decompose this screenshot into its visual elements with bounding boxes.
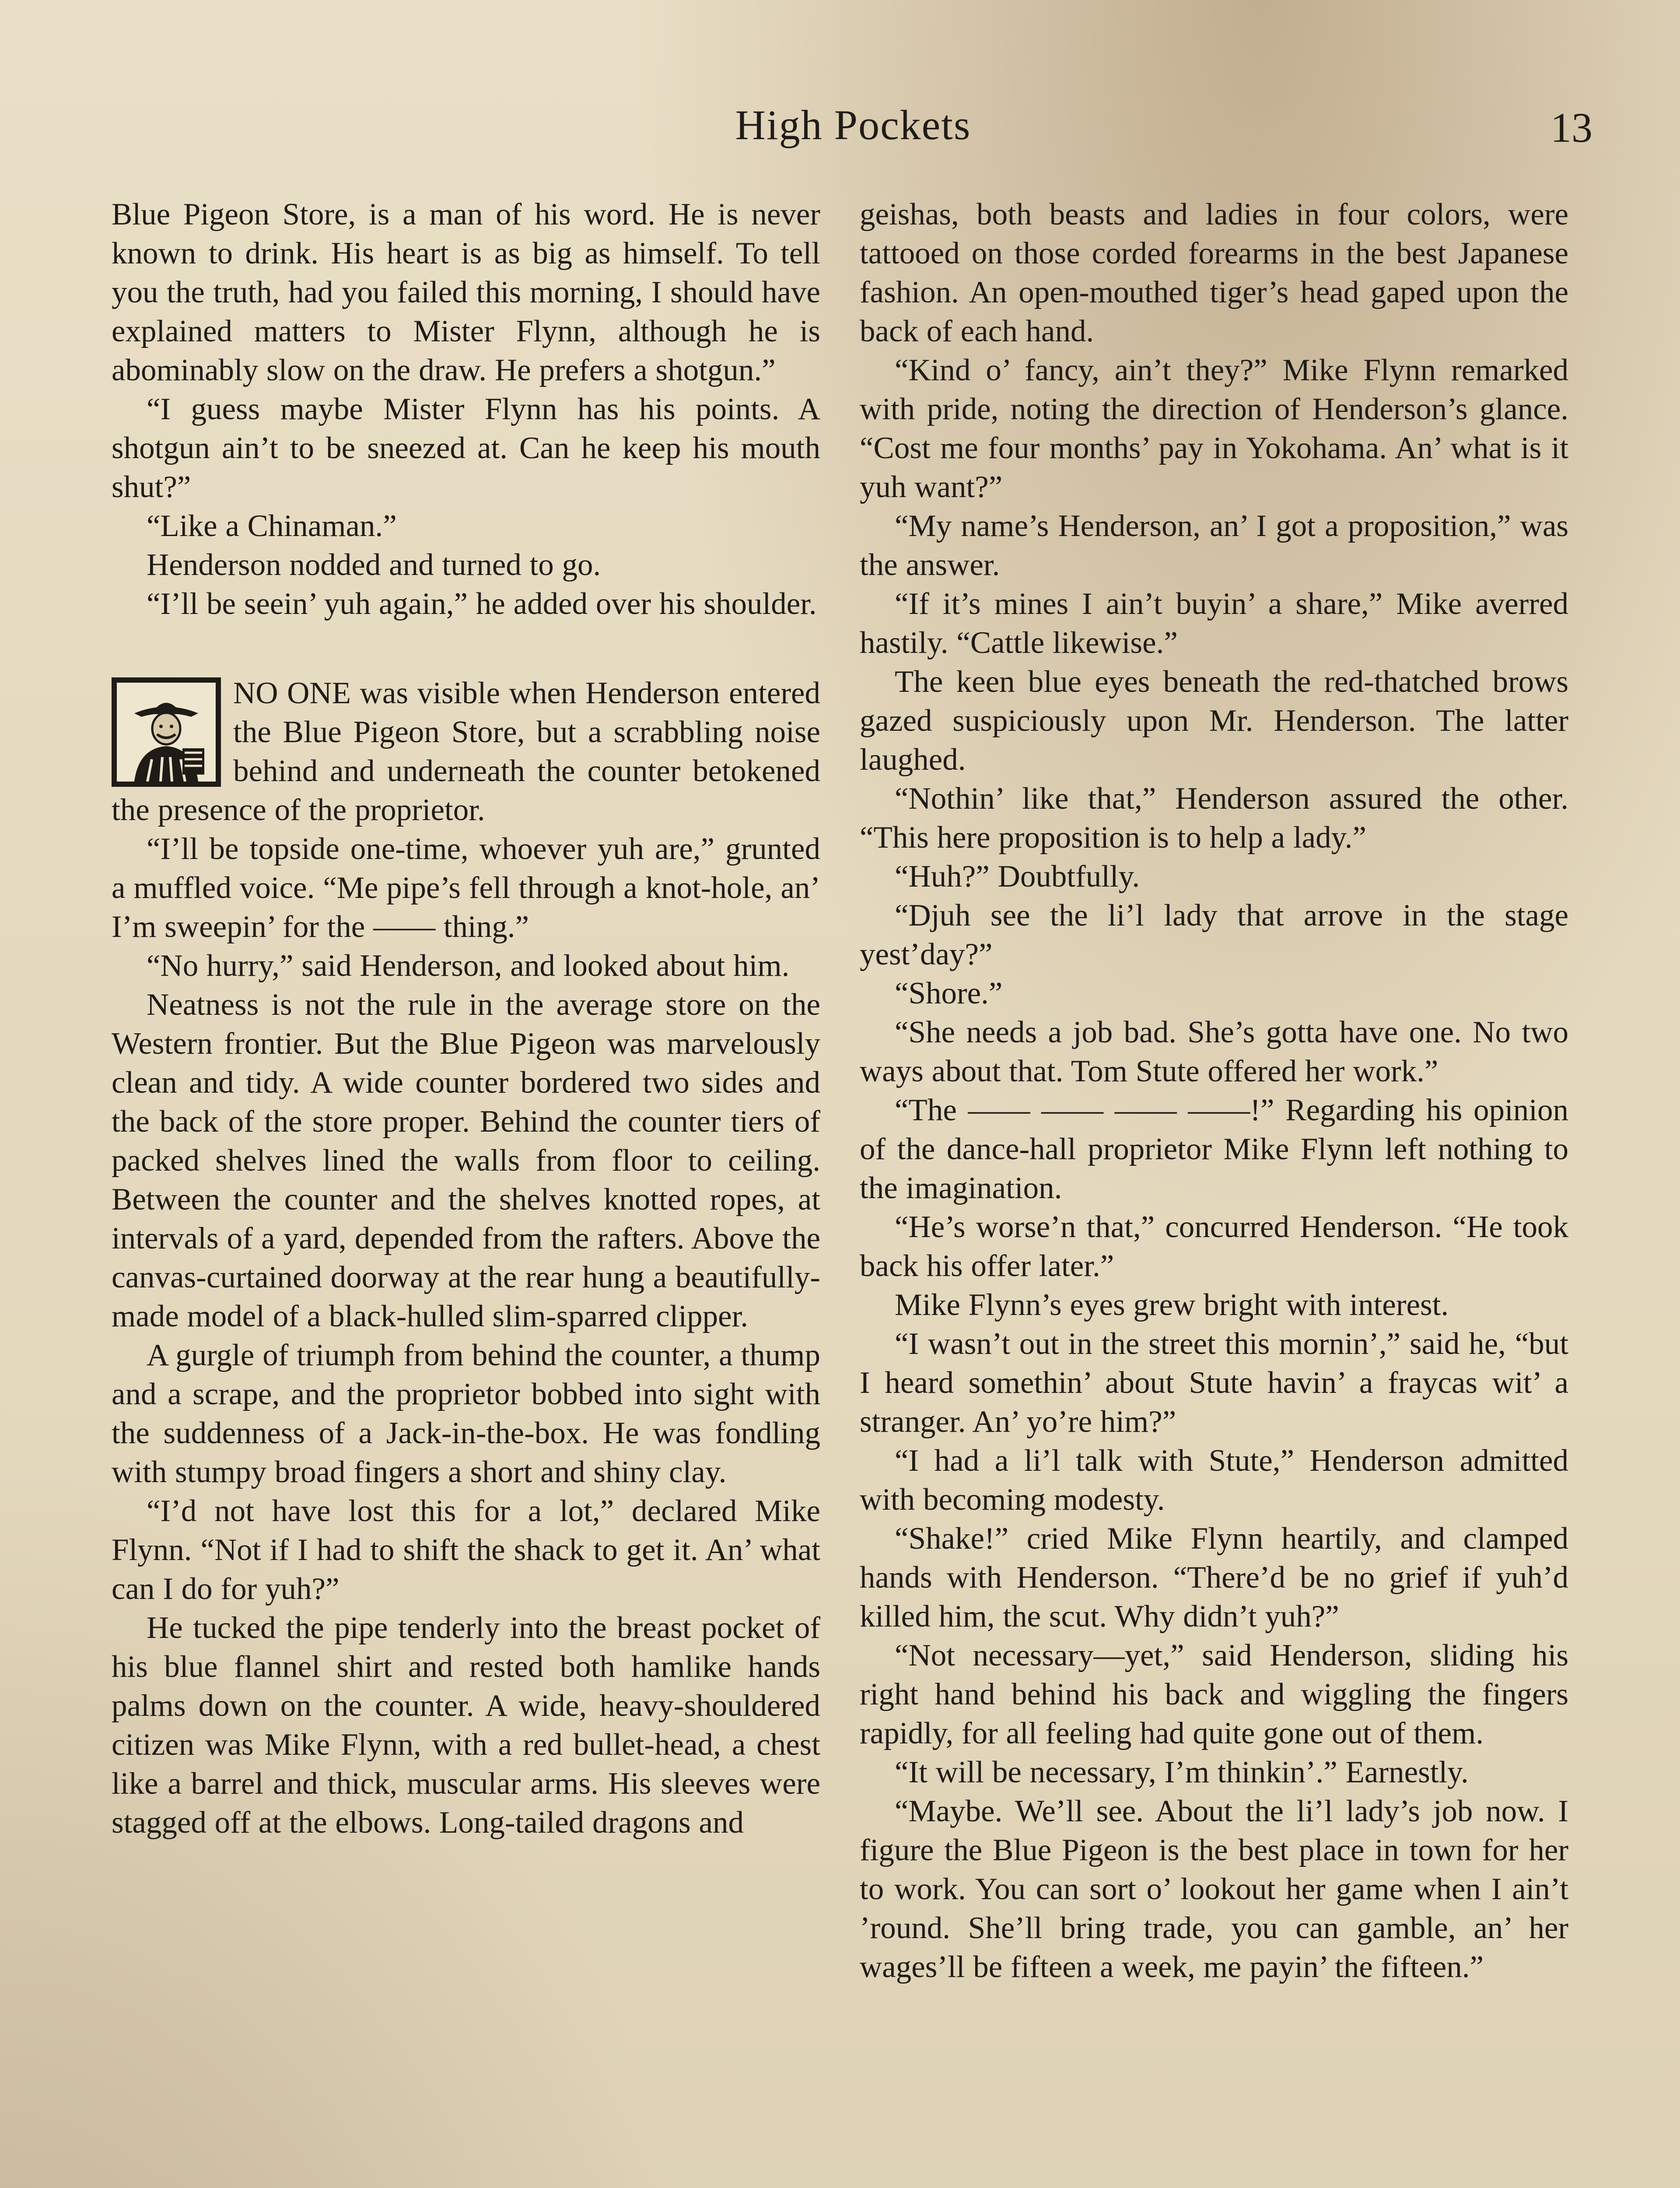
paragraph: “Shake!” cried Mike Flynn heartily, and clamped hands with Henderson. “There’d be no grief if yuh’d killed him, the scut. Why didn’t yuh?” bbox=[860, 1522, 1568, 1634]
paragraph: A gurgle of triumph from behind the counter, a thump and a scrape, and the proprietor bobbed into sight with the suddenness of a Jack-in-the-box. He was fondling with stumpy broad fingers a short and shiny clay. bbox=[112, 1338, 820, 1489]
paragraph: “Huh?” Doubtfully. bbox=[895, 859, 1140, 894]
running-title: High Pockets bbox=[735, 102, 971, 148]
paragraph: He tucked the pipe tenderly into the breast pocket of his blue flannel shirt and rested both hamlike hands palms down on the counter. A wide, heavy-shouldered citizen was Mike Flynn, with a red bullet-head, a chest like a barrel and thick, muscular arms. His sleeves were stagged off at the elbows. Long-tailed dragons and bbox=[112, 1611, 820, 1840]
paragraph: “My name’s Henderson, an’ I got a proposition,” was the answer. bbox=[860, 509, 1568, 582]
paragraph: “The —— —— —— ——!” Regarding his opinion of the dance-hall proprietor Mike Flynn left nothing to the imagination. bbox=[860, 1093, 1568, 1205]
paragraph: “I wasn’t out in the street this mornin’,” said he, “but I heard somethin’ about Stute havin’ a fraycas wit’ a stranger. An’ yo’re him?” bbox=[860, 1327, 1568, 1439]
paragraph: “Maybe. We’ll see. About the li’l lady’s job now. I figure the Blue Pigeon is the best place in town for her to work. You can sort o’ lookout her game when I ain’t ’round. She’ll bring trade, you can gamble, an’ her wages’ll be fifteen a week, me payin’ the fifteen.” bbox=[860, 1794, 1568, 1984]
paragraph: Henderson nodded and turned to go. bbox=[147, 548, 601, 582]
paragraph: “If it’s mines I ain’t buyin’ a share,” Mike averred hastily. “Cattle likewise.” bbox=[860, 587, 1568, 660]
paragraph: “Djuh see the li’l lady that arrove in the stage yest’day?” bbox=[860, 898, 1568, 971]
paragraph: “Like a Chinaman.” bbox=[147, 509, 397, 543]
paragraph: Mike Flynn’s eyes grew bright with interest. bbox=[895, 1288, 1449, 1322]
paragraph: “I guess maybe Mister Flynn has his points. A shotgun ain’t to be sneezed at. Can he keep his mouth shut?” bbox=[112, 392, 820, 504]
cowboy-vignette-icon bbox=[112, 677, 221, 787]
paragraph: geishas, both beasts and ladies in four colors, were tattooed on those corded forearms in the best Japanese fashion. An open-mouthed tiger’s head gaped upon the back of each hand. bbox=[860, 197, 1568, 348]
right-column bbox=[860, 195, 1568, 1987]
paragraph: “Kind o’ fancy, ain’t they?” Mike Flynn remarked with pride, noting the direction of Henderson’s glance. “Cost me four months’ pay in Yokohama. An’ what is it yuh want?” bbox=[860, 353, 1568, 504]
paragraph: “She needs a job bad. She’s gotta have one. No two ways about that. Tom Stute offered her work.” bbox=[860, 1015, 1568, 1088]
paragraph: “He’s worse’n that,” concurred Henderson. “He took back his offer later.” bbox=[860, 1210, 1568, 1283]
paragraph: “I’d not have lost this for a lot,” declared Mike Flynn. “Not if I had to shift the shack to get it. An’ what can I do for yuh?” bbox=[112, 1494, 820, 1606]
paragraph: “Shore.” bbox=[895, 976, 1003, 1010]
paragraph: “I’ll be seein’ yuh again,” he added over his shoulder. bbox=[147, 587, 817, 621]
paragraph: “It will be necessary, I’m thinkin’.” Earnestly. bbox=[895, 1755, 1469, 1789]
running-head bbox=[0, 101, 1680, 153]
left-column bbox=[112, 195, 820, 1842]
paragraph: “Nothin’ like that,” Henderson assured the other. “This here proposition is to help a lady.” bbox=[860, 782, 1568, 855]
paragraph: Neatness is not the rule in the average store on the Western frontier. But the Blue Pigeon was marvelously clean and tidy. A wide counter bordered two sides and the back of the store proper. Behind the counter tiers of packed shelves lined the walls from floor to ceiling. Between the counter and the shelves knotted ropes, at intervals of a yard, depended from the rafters. Above the canvas-curtained doorway at the rear hung a beautifully-made model of a black-hulled slim-sparred clipper. bbox=[112, 988, 820, 1333]
paragraph: “No hurry,” said Henderson, and looked about him. bbox=[147, 949, 790, 983]
paragraph: “I’ll be topside one-time, whoever yuh are,” grunted a muffled voice. “Me pipe’s fell through a knot-hole, an’ I’m sweepin’ for the —— thing.” bbox=[112, 832, 820, 944]
cowboy-illustration bbox=[117, 683, 216, 782]
page-number: 13 bbox=[1550, 104, 1592, 151]
paragraph: “Not necessary—yet,” said Henderson, sliding his right hand behind his back and wiggling the fingers rapidly, for all feeling had quite gone out of them. bbox=[860, 1638, 1568, 1750]
paragraph: The keen blue eyes beneath the red-thatched brows gazed suspiciously upon Mr. Henderson. The latter laughed. bbox=[860, 665, 1568, 777]
paragraph-with-vignette: NO ONE was visible when Henderson entered the Blue Pigeon Store, but a scrabbling noise behind and underneath the counter betokened the presence of the proprietor. bbox=[112, 676, 820, 827]
paragraph: “I had a li’l talk with Stute,” Henderson admitted with becoming modesty. bbox=[860, 1444, 1568, 1517]
paragraph: Blue Pigeon Store, is a man of his word. He is never known to drink. His heart is as big as himself. To tell you the truth, had you failed this morning, I should have explained matters to Mister Flynn, although he is abominably slow on the draw. He prefers a shotgun.” bbox=[112, 197, 820, 387]
